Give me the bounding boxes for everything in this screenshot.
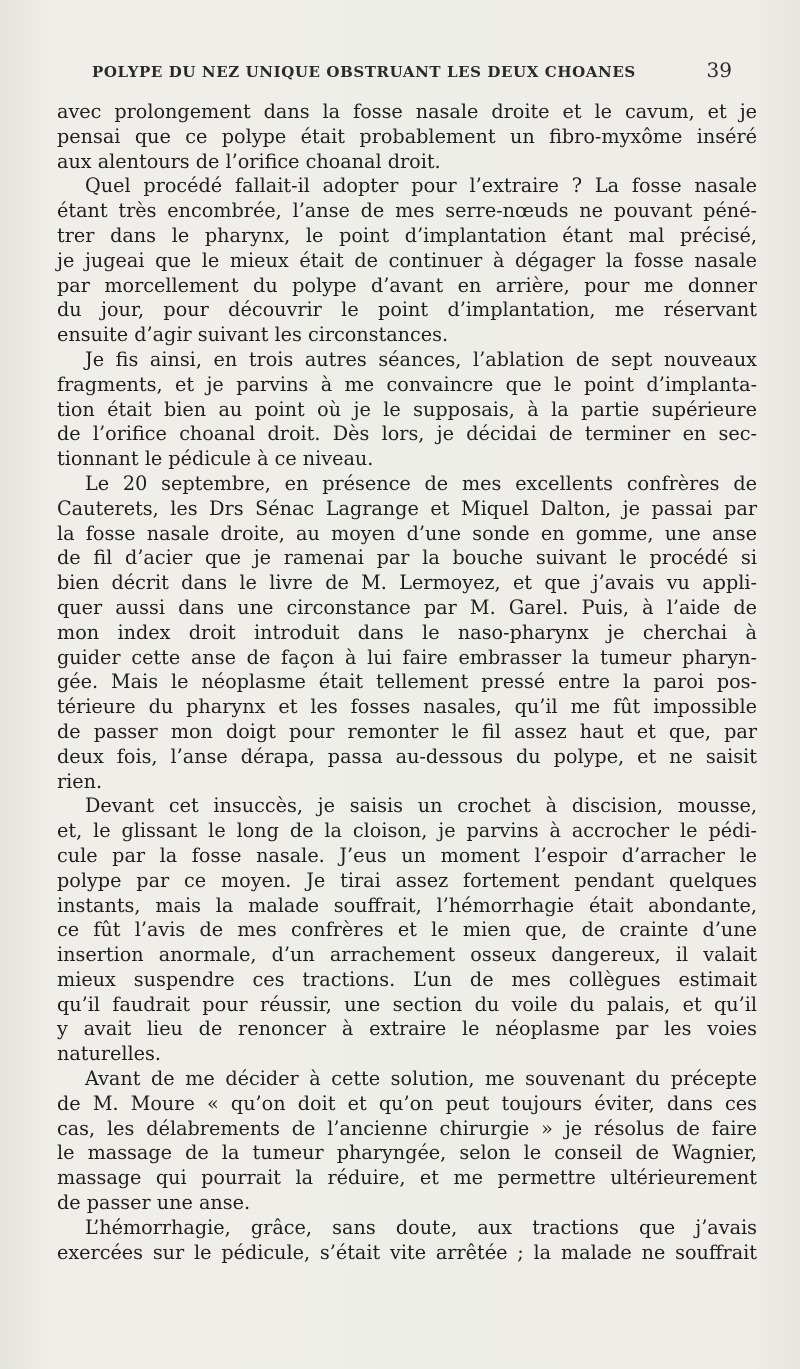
body-text bbox=[57, 100, 757, 1265]
text-line: de fil d’acier que je ramenai par la bouche suivant le procédé si bbox=[57, 546, 757, 570]
text-line: tionnant le pédicule à ce niveau. bbox=[57, 447, 374, 471]
text-line: étant très encombrée, l’anse de mes serre-nœuds ne pouvant péné- bbox=[57, 199, 757, 223]
text-line: térieure du pharynx et les fosses nasales, qu’il me fût impossible bbox=[57, 695, 757, 719]
text-line: Quel procédé fallait-il adopter pour l’extraire ? La fosse nasale bbox=[85, 174, 757, 198]
text-line: insertion anormale, d’un arrachement osseux dangereux, il valait bbox=[57, 943, 757, 967]
text-line: exercées sur le pédicule, s’était vite arrêtée ; la malade ne souffrait bbox=[57, 1240, 757, 1264]
text-line: guider cette anse de façon à lui faire embrasser la tumeur pharyn- bbox=[57, 645, 757, 669]
text-line: aux alentours de l’orifice choanal droit. bbox=[57, 149, 441, 173]
text-line: gée. Mais le néoplasme était tellement pressé entre la paroi pos- bbox=[57, 670, 757, 694]
text-line: mon index droit introduit dans le naso-pharynx je cherchai à bbox=[57, 620, 757, 644]
text-line: polype par ce moyen. Je tirai assez fortement pendant quelques bbox=[57, 868, 757, 892]
text-line: de l’orifice choanal droit. Dès lors, je décidai de terminer en sec- bbox=[57, 422, 757, 446]
text-line: pensai que ce polype était probablement un fibro-myxôme inséré bbox=[57, 124, 757, 148]
text-line: Je fis ainsi, en trois autres séances, l’ablation de sept nouveaux bbox=[85, 347, 757, 371]
text-line: fragments, et je parvins à me convaincre que le point d’implanta- bbox=[57, 372, 757, 396]
text-line: trer dans le pharynx, le point d’implantation étant mal précisé, bbox=[57, 223, 757, 247]
text-line: naturelles. bbox=[57, 1042, 161, 1066]
text-line: ensuite d’agir suivant les circonstances. bbox=[57, 323, 449, 347]
text-line: ce fût l’avis de mes confrères et le mien que, de crainte d’une bbox=[57, 918, 757, 942]
text-line: cule par la fosse nasale. J’eus un moment l’espoir d’arracher le bbox=[57, 843, 757, 867]
text-line: de passer mon doigt pour remonter le fil assez haut et que, par bbox=[57, 719, 757, 743]
text-line: le massage de la tumeur pharyngée, selon le conseil de Wagnier, bbox=[57, 1141, 757, 1165]
text-line: rien. bbox=[57, 769, 103, 793]
text-line: instants, mais la malade souffrait, l’hémorrhagie était abondante, bbox=[57, 893, 757, 917]
text-line: y avait lieu de renoncer à extraire le néoplasme par les voies bbox=[57, 1017, 757, 1041]
text-line: quer aussi dans une circonstance par M. Garel. Puis, à l’aide de bbox=[57, 595, 757, 619]
text-line: de passer une anse. bbox=[57, 1191, 251, 1215]
text-line: de M. Moure « qu’on doit et qu’on peut toujours éviter, dans ces bbox=[57, 1091, 757, 1115]
page-number: 39 bbox=[706, 58, 732, 82]
text-line: avec prolongement dans la fosse nasale droite et le cavum, et je bbox=[57, 100, 757, 123]
text-line: tion était bien au point où je le supposais, à la partie supérieure bbox=[57, 397, 757, 421]
text-line: Avant de me décider à cette solution, me souvenant du précepte bbox=[85, 1067, 757, 1091]
text-line: Devant cet insuccès, je saisis un crochet à discision, mousse, bbox=[85, 794, 757, 818]
text-line: Le 20 septembre, en présence de mes excellents confrères de bbox=[85, 471, 757, 495]
text-line: Cauterets, les Drs Sénac Lagrange et Miquel Dalton, je passai par bbox=[57, 496, 757, 520]
text-line: du jour, pour découvrir le point d’implantation, me réservant bbox=[57, 298, 757, 322]
text-line: qu’il faudrait pour réussir, une section du voile du palais, et qu’il bbox=[57, 992, 757, 1016]
text-line: deux fois, l’anse dérapa, passa au-dessous du polype, et ne saisit bbox=[57, 744, 757, 768]
text-line: et, le glissant le long de la cloison, je parvins à accrocher le pédi- bbox=[57, 819, 757, 843]
text-line: mieux suspendre ces tractions. L’un de mes collègues estimait bbox=[57, 967, 757, 991]
running-title: POLYPE DU NEZ UNIQUE OBSTRUANT LES DEUX CHOANES bbox=[92, 63, 636, 81]
text-line: massage qui pourrait la réduire, et me permettre ultérieurement bbox=[57, 1166, 757, 1190]
text-line: bien décrit dans le livre de M. Lermoyez, et que j’avais vu appli- bbox=[57, 571, 757, 595]
text-line: L’hémorrhagie, grâce, sans doute, aux tractions que j’avais bbox=[85, 1215, 757, 1239]
text-line: par morcellement du polype d’avant en arrière, pour me donner bbox=[57, 273, 757, 297]
text-line: je jugeai que le mieux était de continuer à dégager la fosse nasale bbox=[57, 248, 757, 272]
running-header bbox=[92, 58, 732, 82]
text-line: cas, les délabrements de l’ancienne chirurgie » je résolus de faire bbox=[57, 1116, 757, 1140]
text-line: la fosse nasale droite, au moyen d’une sonde en gomme, une anse bbox=[57, 521, 757, 545]
